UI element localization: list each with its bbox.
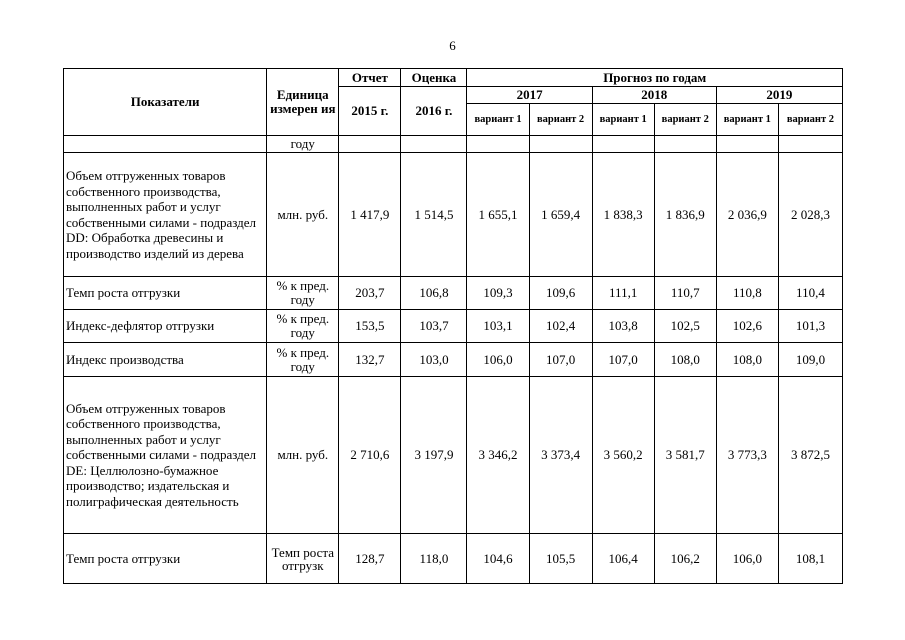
table-row xyxy=(64,534,843,584)
value-cell xyxy=(339,136,401,153)
value-cell: 3 197,9 xyxy=(401,377,467,534)
value-cell: 105,5 xyxy=(529,534,592,584)
value-cell: 110,7 xyxy=(654,277,716,310)
unit-cell: млн. руб. xyxy=(267,153,339,277)
value-cell: 106,4 xyxy=(592,534,654,584)
value-cell: 3 560,2 xyxy=(592,377,654,534)
header-variant-2: вариант 2 xyxy=(654,104,716,136)
header-variant-1: вариант 1 xyxy=(592,104,654,136)
header-year-2015: 2015 г. xyxy=(339,87,401,136)
header-indicators: Показатели xyxy=(64,69,267,136)
value-cell: 108,0 xyxy=(716,343,778,377)
indicator-cell: Индекс производства xyxy=(64,343,267,377)
value-cell: 106,0 xyxy=(467,343,529,377)
value-cell: 106,2 xyxy=(654,534,716,584)
table-row xyxy=(64,277,843,310)
table-row xyxy=(64,153,843,277)
value-cell: 106,8 xyxy=(401,277,467,310)
header-year-2019: 2019 xyxy=(716,87,842,104)
value-cell: 103,7 xyxy=(401,310,467,343)
value-cell xyxy=(467,136,529,153)
table-row xyxy=(64,377,843,534)
unit-cell: % к пред. году xyxy=(267,277,339,310)
header-variant-1: вариант 1 xyxy=(716,104,778,136)
table-row xyxy=(64,136,843,153)
header-year-2018: 2018 xyxy=(592,87,716,104)
unit-cell: Темп роста отгрузк xyxy=(267,534,339,584)
value-cell: 103,1 xyxy=(467,310,529,343)
value-cell: 103,0 xyxy=(401,343,467,377)
header-year-2017: 2017 xyxy=(467,87,592,104)
unit-cell: % к пред. году xyxy=(267,343,339,377)
value-cell: 102,5 xyxy=(654,310,716,343)
indicator-cell xyxy=(64,136,267,153)
header-variant-1: вариант 1 xyxy=(467,104,529,136)
indicator-cell: Темп роста отгрузки xyxy=(64,277,267,310)
value-cell: 2 710,6 xyxy=(339,377,401,534)
value-cell: 108,1 xyxy=(778,534,842,584)
value-cell: 132,7 xyxy=(339,343,401,377)
value-cell: 3 373,4 xyxy=(529,377,592,534)
value-cell: 107,0 xyxy=(529,343,592,377)
value-cell: 1 655,1 xyxy=(467,153,529,277)
header-estimate: Оценка xyxy=(401,69,467,87)
value-cell: 109,3 xyxy=(467,277,529,310)
value-cell: 110,4 xyxy=(778,277,842,310)
value-cell: 1 514,5 xyxy=(401,153,467,277)
header-year-2016: 2016 г. xyxy=(401,87,467,136)
header-variant-2: вариант 2 xyxy=(778,104,842,136)
value-cell xyxy=(401,136,467,153)
header-unit: Единица измерен ия xyxy=(267,69,339,136)
value-cell: 109,6 xyxy=(529,277,592,310)
forecast-table xyxy=(63,68,843,584)
value-cell xyxy=(778,136,842,153)
value-cell: 102,6 xyxy=(716,310,778,343)
value-cell: 103,8 xyxy=(592,310,654,343)
value-cell: 118,0 xyxy=(401,534,467,584)
value-cell: 1 838,3 xyxy=(592,153,654,277)
unit-cell: году xyxy=(267,136,339,153)
value-cell: 109,0 xyxy=(778,343,842,377)
value-cell xyxy=(654,136,716,153)
value-cell xyxy=(716,136,778,153)
value-cell: 2 036,9 xyxy=(716,153,778,277)
header-variant-2: вариант 2 xyxy=(529,104,592,136)
value-cell: 101,3 xyxy=(778,310,842,343)
value-cell: 203,7 xyxy=(339,277,401,310)
value-cell: 108,0 xyxy=(654,343,716,377)
value-cell: 111,1 xyxy=(592,277,654,310)
value-cell: 104,6 xyxy=(467,534,529,584)
header-forecast: Прогноз по годам xyxy=(467,69,843,87)
indicator-cell: Индекс-дефлятор отгрузки xyxy=(64,310,267,343)
table-row xyxy=(64,343,843,377)
value-cell: 1 836,9 xyxy=(654,153,716,277)
indicator-cell: Объем отгруженных товаров собственного производства, выполненных работ и услуг собственными силами - подраздел DE: Целлюлозно-бумажное производство; издательская и полиграфическая деятельность xyxy=(64,377,267,534)
page-number: 6 xyxy=(449,38,456,53)
value-cell xyxy=(529,136,592,153)
unit-cell: млн. руб. xyxy=(267,377,339,534)
header-report: Отчет xyxy=(339,69,401,87)
value-cell: 1 417,9 xyxy=(339,153,401,277)
table-row xyxy=(64,310,843,343)
value-cell: 110,8 xyxy=(716,277,778,310)
value-cell: 3 581,7 xyxy=(654,377,716,534)
value-cell: 2 028,3 xyxy=(778,153,842,277)
value-cell: 107,0 xyxy=(592,343,654,377)
unit-cell: % к пред. году xyxy=(267,310,339,343)
value-cell: 3 773,3 xyxy=(716,377,778,534)
value-cell: 1 659,4 xyxy=(529,153,592,277)
value-cell: 102,4 xyxy=(529,310,592,343)
value-cell: 153,5 xyxy=(339,310,401,343)
value-cell: 106,0 xyxy=(716,534,778,584)
indicator-cell: Объем отгруженных товаров собственного производства, выполненных работ и услуг собственными силами - подраздел DD: Обработка древесины и производство изделий из дерева xyxy=(64,153,267,277)
value-cell xyxy=(592,136,654,153)
indicator-cell: Темп роста отгрузки xyxy=(64,534,267,584)
value-cell: 3 346,2 xyxy=(467,377,529,534)
value-cell: 3 872,5 xyxy=(778,377,842,534)
value-cell: 128,7 xyxy=(339,534,401,584)
